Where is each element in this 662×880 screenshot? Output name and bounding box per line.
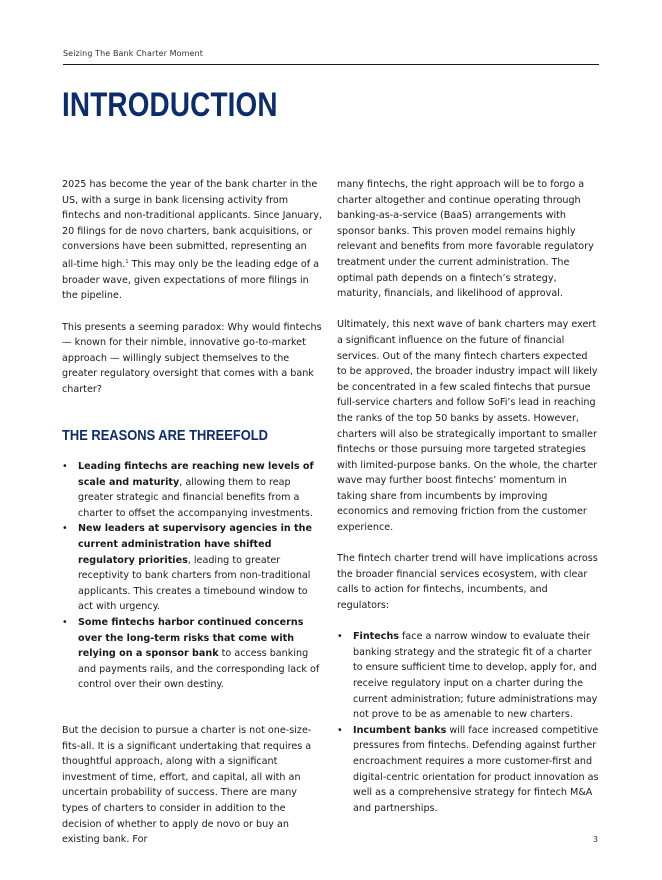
paragraph-paradox: This presents a seeming paradox: Why would fintechs — known for their nimble, innovative go-to-market approach — willingly subject themselves to the greater regulatory oversight that comes with a bank charter? bbox=[62, 321, 322, 395]
list-item-bold: Incumbent banks bbox=[353, 724, 447, 736]
bullet-icon: • bbox=[337, 724, 343, 736]
list-item-text: to access banking and payments rails, and the corresponding lack of control over their own destiny. bbox=[78, 648, 320, 691]
footnote-ref[interactable]: 1 bbox=[125, 258, 129, 265]
list-item-bold: Fintechs bbox=[353, 631, 399, 643]
left-column bbox=[62, 177, 324, 848]
paragraph-decision: But the decision to pursue a charter is not one-size-fits-all. It is a significant undertaking that requires a thoughtful approach, along with a significant investment of time, effort, and capital, all with an uncertain probability of success. There are many types of charters to consider in addition to the decision of whether to apply de novo or buy an existing bank. For bbox=[62, 725, 312, 846]
bullet-icon: • bbox=[62, 523, 68, 535]
paragraph-implications: The fintech charter trend will have implications across the broader financial services ecosystem, with clear calls to action for fintechs, incumbents, and regulators: bbox=[337, 553, 598, 612]
bullet-icon: • bbox=[337, 631, 343, 643]
paragraph-intro-tail: This may only be the leading edge of a broader wave, given expectations of more filings in the pipeline. bbox=[62, 259, 320, 302]
list-item-bold: Some fintechs harbor continued concerns over the long-term risks that come with relying on a sponsor bank bbox=[78, 617, 304, 660]
bullet-icon: • bbox=[62, 461, 68, 473]
reasons-list bbox=[62, 459, 324, 693]
list-item-text: will face increased competitive pressures from fintechs. Defending against further encroachment requires a more customer-first and digital-centric orientation for product innovation as well as a comprehensive strategy for fintech M&A and partnerships. bbox=[353, 724, 599, 814]
paragraph-wave: Ultimately, this next wave of bank charters may exert a significant influence on the future of financial services. Out of the many fintech charters expected to be approved, the broader industry impact will likely be concentrated in a few scaled fintechs that pursue full-service charters and follow SoFi’s lead in reaching the ranks of the top 50 banks by assets. However, charters will also be strategically important to smaller fintechs or those pursuing more targeted strategies with limited-purpose banks. On the whole, the charter wave may further boost fintechs’ momentum in taking share from incumbents by improving economics and removing friction from the customer experience. bbox=[337, 319, 598, 534]
list-item-text: , allowing them to reap greater strategic and financial benefits from a charter to offset the accompanying investments. bbox=[78, 476, 313, 519]
section-subheading: THE REASONS ARE THREEFOLD bbox=[62, 426, 268, 444]
list-item-text: , leading to greater receptivity to bank charters from non-traditional applicants. This creates a timebound window to act with urgency. bbox=[78, 554, 311, 613]
bullet-icon: • bbox=[62, 617, 68, 629]
list-item bbox=[337, 629, 599, 723]
page-title: INTRODUCTION bbox=[62, 86, 278, 124]
implications-list bbox=[337, 629, 599, 816]
right-column bbox=[337, 177, 599, 816]
running-title: Seizing The Bank Charter Moment bbox=[63, 49, 203, 58]
list-item bbox=[62, 521, 324, 615]
paragraph-intro-text: 2025 has become the year of the bank charter in the US, with a surge in bank licensing activity from fintechs and non-traditional applicants. Since January, 20 filings for de novo charters, bank acquisitions, or conversions have been submitted, representing an all-time high. bbox=[62, 179, 323, 271]
list-item-bold: Leading fintechs are reaching new levels of scale and maturity bbox=[78, 461, 314, 488]
list-item bbox=[337, 723, 599, 817]
list-item bbox=[62, 615, 324, 693]
list-item bbox=[62, 459, 324, 521]
running-header bbox=[63, 41, 599, 65]
list-item-bold: New leaders at supervisory agencies in the current administration have shifted regulatory priorities bbox=[78, 523, 312, 566]
list-item-text: face a narrow window to evaluate their banking strategy and the strategic fit of a charter to ensure sufficient time to develop, apply for, and receive regulatory input on a charter during the current administration; future administrations may not prove to be as amenable to new charters. bbox=[353, 631, 598, 721]
paragraph-intro bbox=[62, 177, 324, 304]
paragraph-baas: many fintechs, the right approach will be to forgo a charter altogether and continue operating through banking-as-a-service (BaaS) arrangements with sponsor banks. This proven model remains highly relevant and benefits from more favorable regulatory treatment under the current administration. The optimal path depends on a fintech’s strategy, maturity, financials, and likelihood of approval. bbox=[337, 179, 594, 300]
page-number: 3 bbox=[592, 835, 598, 844]
